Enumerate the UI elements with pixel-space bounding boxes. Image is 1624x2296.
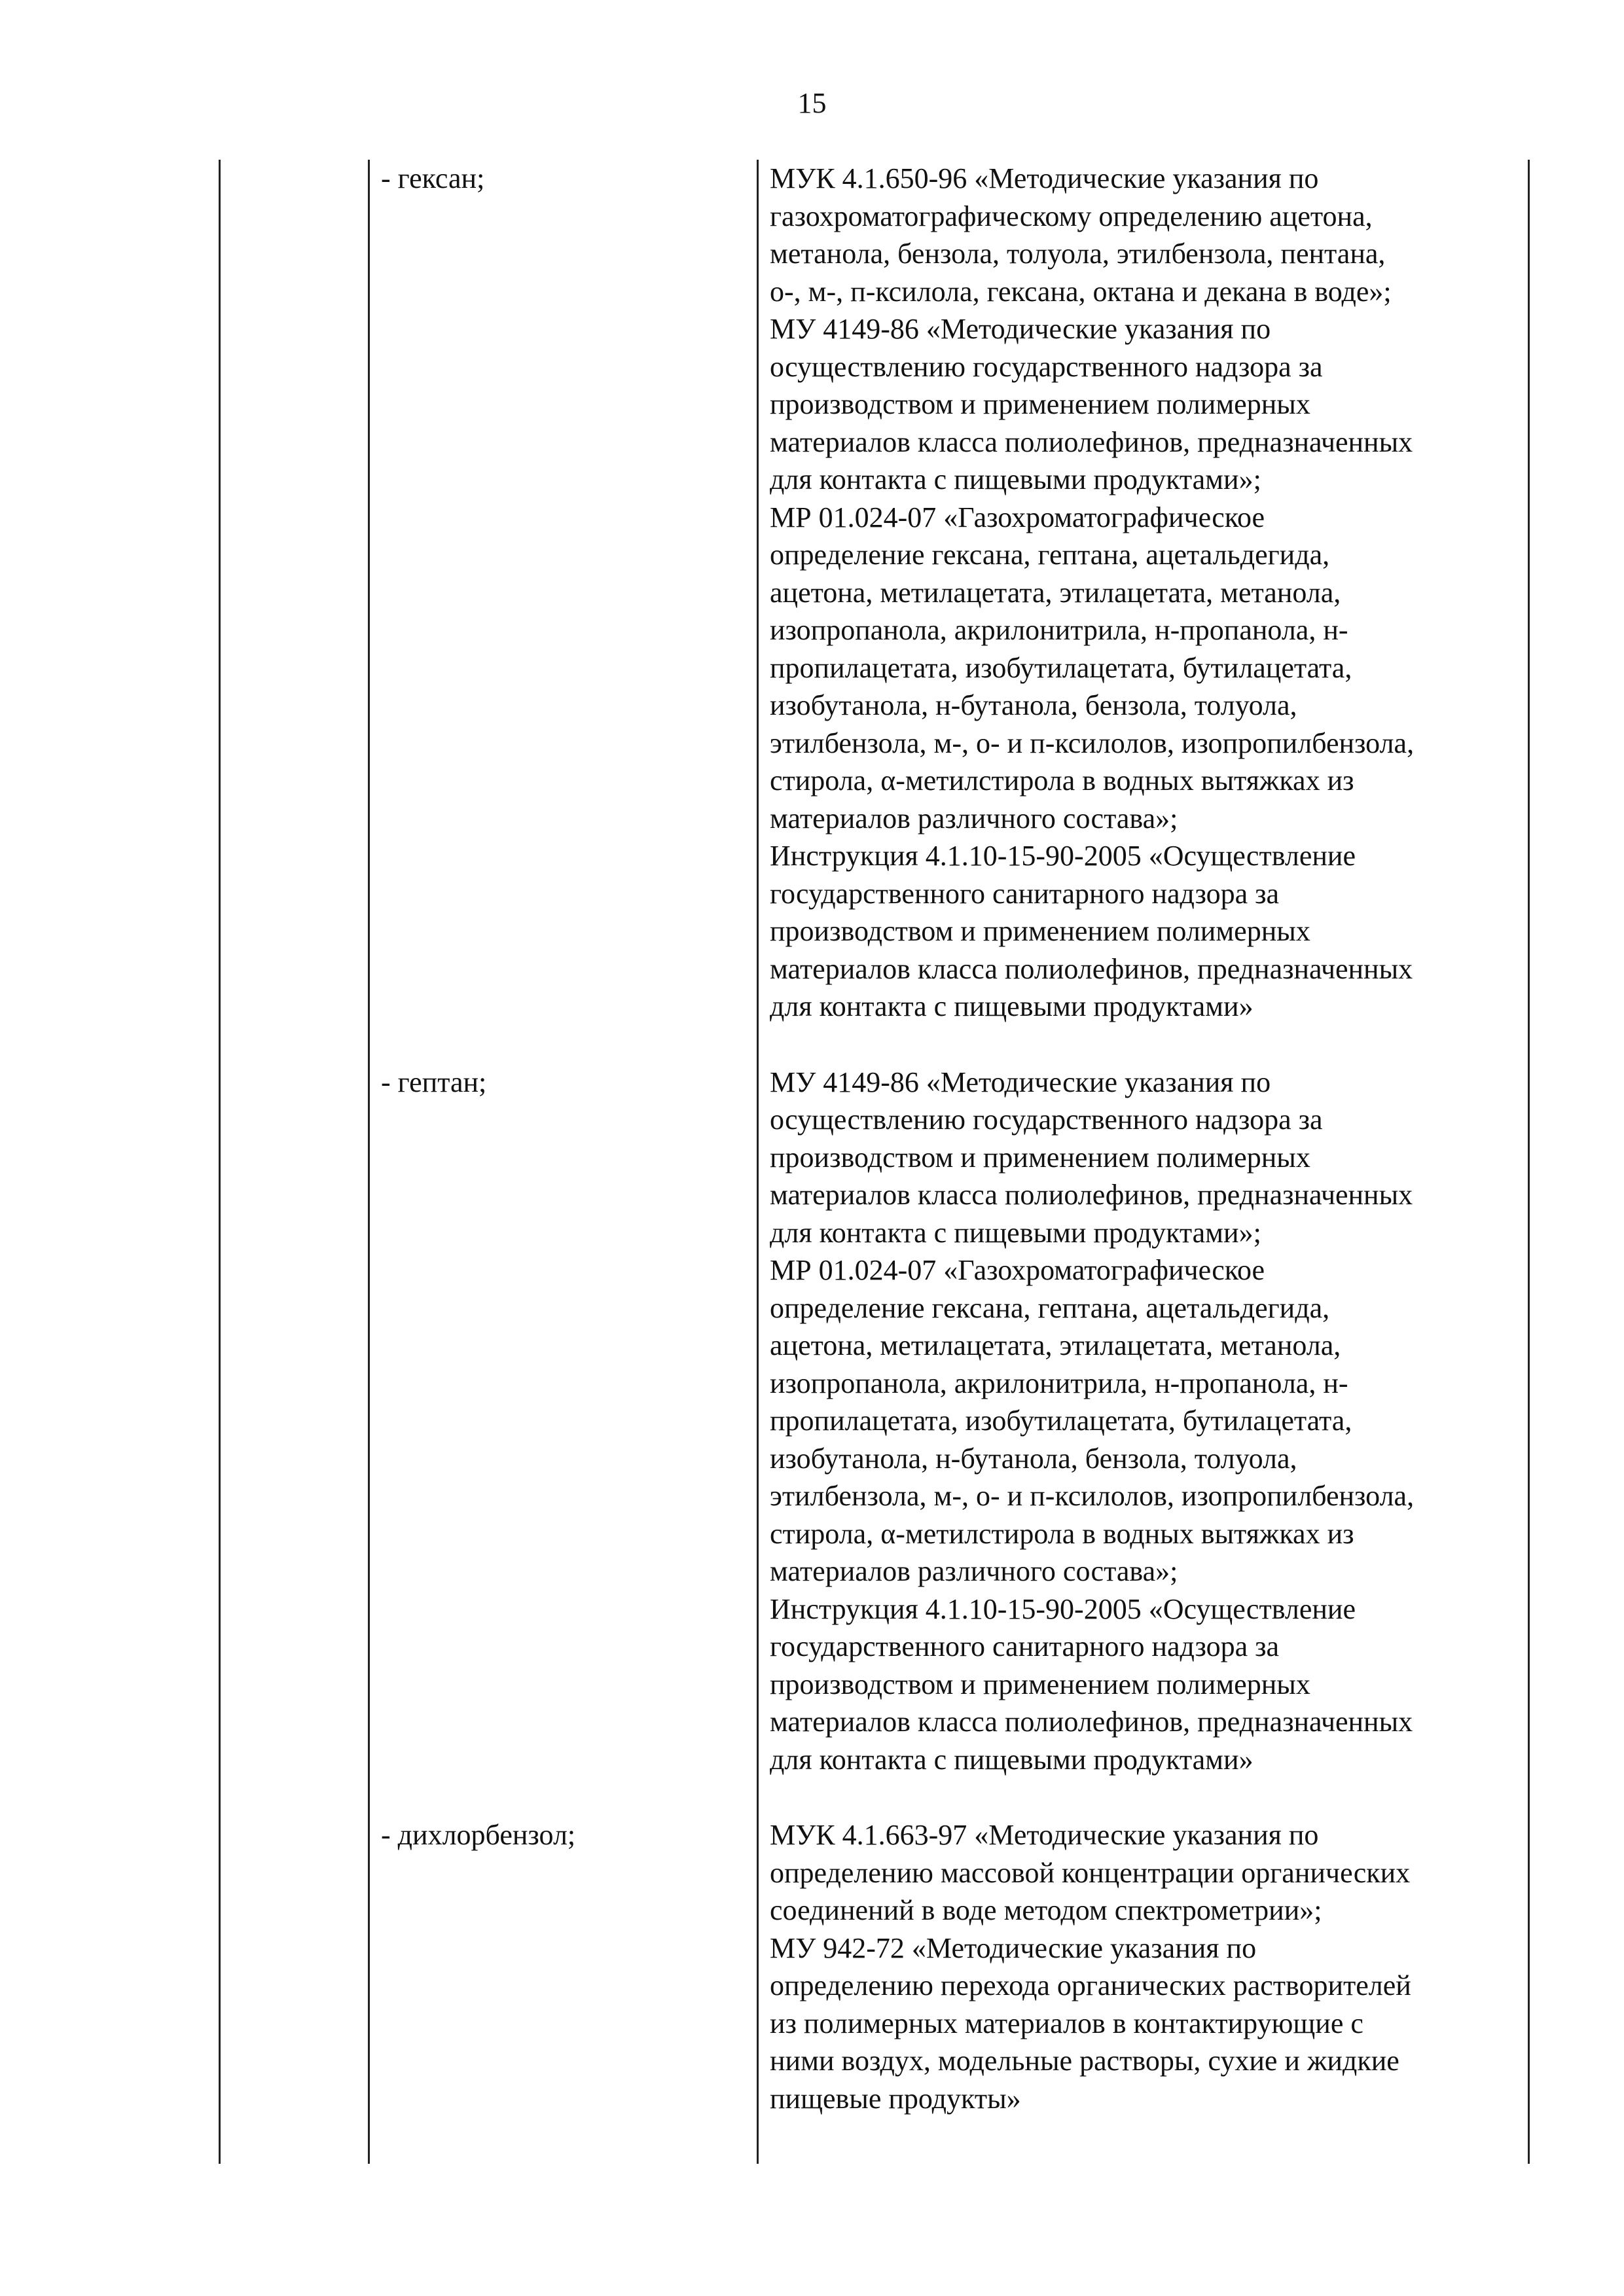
- table-row: [221, 1816, 1528, 2117]
- method-text-line: материалов класса полиолефинов, предназначенных: [770, 1179, 1413, 1211]
- method-text-line: определение гексана, гептана, ацетальдегида,: [770, 539, 1330, 571]
- method-text-line: осуществлению государственного надзора за: [770, 1103, 1323, 1136]
- method-text-line: материалов класса полиолефинов, предназначенных: [770, 1706, 1413, 1738]
- method-text-line: стирола, α-метилстирола в водных вытяжках из: [770, 764, 1354, 797]
- method-text-line: Инструкция 4.1.10-15-90-2005 «Осуществление: [770, 840, 1356, 872]
- method-text-line: для контакта с пищевыми продуктами»;: [770, 463, 1261, 495]
- method-text-line: МУК 4.1.650-96 «Методические указания по: [770, 162, 1319, 194]
- method-text-line: определение гексана, гептана, ацетальдегида,: [770, 1291, 1330, 1324]
- method-text-line: этилбензола, м-, о- и п-ксилолов, изопропилбензола,: [770, 1480, 1415, 1512]
- method-text-line: МУ 4149-86 «Методические указания по: [770, 1066, 1271, 1098]
- method-text-line: из полимерных материалов в контактирующие с: [770, 2007, 1363, 2039]
- method-text-line: МУ 4149-86 «Методические указания по: [770, 313, 1271, 345]
- method-cell: [757, 160, 1528, 1026]
- method-text-line: этилбензола, м-, о- и п-ксилолов, изопропилбензола,: [770, 726, 1415, 759]
- method-text-line: о-, м-, п-ксилола, гексана, октана и декана в воде»;: [770, 275, 1392, 308]
- substance-cell: [368, 1064, 757, 1102]
- table-row: [221, 1064, 1528, 1779]
- method-text-line: метанола, бензола, толуола, этилбензола, пентана,: [770, 238, 1386, 270]
- substance-name: - гексан;: [381, 162, 485, 194]
- method-cell: [757, 1064, 1528, 1779]
- method-text-line: МР 01.024-07 «Газохроматографическое: [770, 501, 1265, 533]
- method-text-line: ацетона, метилацетата, этилацетата, метанола,: [770, 576, 1341, 609]
- substance-cell: [368, 160, 757, 198]
- method-text-line: пропилацетата, изобутилацетата, бутилацетата,: [770, 651, 1352, 684]
- method-text-line: пищевые продукты»: [770, 2082, 1021, 2115]
- method-text-line: материалов класса полиолефинов, предназначенных: [770, 425, 1413, 458]
- substance-cell: [368, 1816, 757, 1854]
- table-border-right: [1528, 160, 1530, 2164]
- method-text-line: государственного санитарного надзора за: [770, 877, 1280, 910]
- method-text-line: для контакта с пищевыми продуктами»;: [770, 1216, 1261, 1249]
- method-text-line: государственного санитарного надзора за: [770, 1630, 1280, 1662]
- method-text-line: для контакта с пищевыми продуктами»: [770, 1743, 1254, 1776]
- substance-name: - дихлорбензол;: [381, 1819, 576, 1851]
- method-text-line: определению массовой концентрации органических: [770, 1856, 1411, 1889]
- method-text-line: материалов различного состава»;: [770, 802, 1178, 834]
- method-text-line: МР 01.024-07 «Газохроматографическое: [770, 1254, 1265, 1286]
- method-text-line: ацетона, метилацетата, этилацетата, метанола,: [770, 1329, 1341, 1361]
- method-text-line: МУК 4.1.663-97 «Методические указания по: [770, 1819, 1319, 1851]
- method-text-line: ними воздух, модельные растворы, сухие и жидкие: [770, 2045, 1399, 2077]
- method-text-line: газохроматографическому определению ацетона,: [770, 200, 1373, 232]
- method-text-line: изобутанола, н-бутанола, бензола, толуола,: [770, 1442, 1297, 1475]
- method-text-line: производством и применением полимерных: [770, 388, 1310, 420]
- method-text-line: стирола, α-метилстирола в водных вытяжках из: [770, 1517, 1354, 1550]
- method-text-line: производством и применением полимерных: [770, 915, 1310, 947]
- methods-table: [221, 160, 1528, 2117]
- page-number: 15: [797, 87, 827, 119]
- method-text-line: изобутанола, н-бутанола, бензола, толуола,: [770, 689, 1297, 721]
- table-row: [221, 160, 1528, 1026]
- method-text-line: материалов различного состава»;: [770, 1555, 1178, 1587]
- method-text-line: определению перехода органических растворителей: [770, 1969, 1411, 2001]
- method-text-line: пропилацетата, изобутилацетата, бутилацетата,: [770, 1405, 1352, 1437]
- substance-name: - гептан;: [381, 1066, 487, 1098]
- method-text-line: производством и применением полимерных: [770, 1668, 1310, 1700]
- method-text-line: производством и применением полимерных: [770, 1141, 1310, 1174]
- method-text-line: изопропанола, акрилонитрила, н-пропанола, н-: [770, 1367, 1348, 1399]
- method-cell: [757, 1816, 1528, 2117]
- method-text-line: изопропанола, акрилонитрила, н-пропанола, н-: [770, 614, 1348, 646]
- method-text-line: осуществлению государственного надзора за: [770, 350, 1323, 383]
- method-text-line: МУ 942-72 «Методические указания по: [770, 1931, 1257, 1964]
- method-text-line: материалов класса полиолефинов, предназначенных: [770, 952, 1413, 985]
- method-text-line: Инструкция 4.1.10-15-90-2005 «Осуществление: [770, 1592, 1356, 1625]
- method-text-line: соединений в воде методом спектрометрии»;: [770, 1894, 1322, 1926]
- method-text-line: для контакта с пищевыми продуктами»: [770, 990, 1254, 1022]
